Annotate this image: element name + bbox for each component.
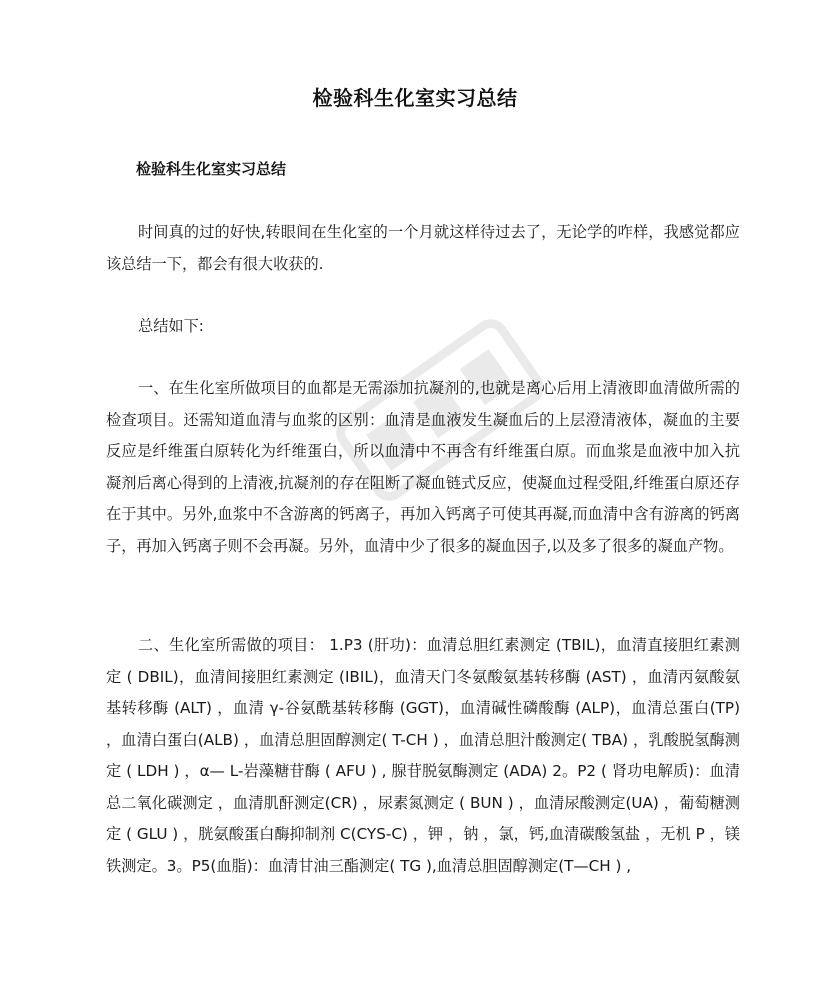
- paragraph-section-one: 一、在生化室所做项目的血都是无需添加抗凝剂的,也就是离心后用上清液即血清做所需的检查项目。还需知道血清与血浆的区别：血清是血液发生凝血后的上层澄清液体，凝血的主要反应是纤维蛋白原转化为纤维蛋白，所以血清中不再含有纤维蛋白原。而血浆是血液中加入抗凝剂后离心得到的上清液,抗凝剂的存在阻断了凝血链式反应，使凝血过程受阻,纤维蛋白原还存在于其中。另外,血浆中不含游离的钙离子，再加入钙离子可使其再凝,而血清中含有游离的钙离子，再加入钙离子则不会再凝。另外，血清中少了很多的凝血因子,以及多了很多的凝血产物。: [106, 379, 740, 555]
- document-subtitle: 检验科生化室实习总结: [136, 160, 287, 178]
- paragraph-intro: 时间真的过的好快,转眼间在生化室的一个月就这样待过去了，无论学的咋样，我感觉都应该总结一下，都会有很大收获的.: [106, 223, 740, 273]
- paragraph-section-two: 二、生化室所需做的项目： 1.P3 (肝功)：血清总胆红素测定 (TBIL)，血清直接胆红素测定 ( DBIL)，血清间接胆红素测定 (IBIL)，血清天门冬氨酸氨基转移酶 (AST) ，血清丙氨酸氨基转移酶 (ALT) ，血清 γ-谷氨酰基转移酶 (GGT)，血清碱性磷酸酶 (ALP)，血清总蛋白(TP) ，血清白蛋白(ALB) ，血清总胆固醇测定( T-CH ) ，血清总胆汁酸测定( TBA) ，乳酸脱氢酶测定 ( LDH ) ，α— L-岩藻糖苷酶 ( AFU ) , 腺苷脱氨酶测定 (ADA) 2。P2 ( 肾功电解质)：血清总二氧化碳测定 ，血清肌酐测定(CR) ，尿素氮测定 ( BUN ) ，血清尿酸测定(UA) ，葡萄糖测定 ( GLU ) ，胱氨酸蛋白酶抑制剂 C(CYS-C) ，钾 ，钠 ，氯，钙,血清碳酸氢盐 ，无机 P ，镁铁测定。3。P5(血脂)：血清甘油三酯测定( TG ),血清总胆固醇测定(T—CH ) ,: [106, 636, 740, 875]
- document-title: 检验科生化室实习总结: [312, 86, 518, 110]
- paragraph-summary-heading: 总结如下:: [138, 317, 204, 335]
